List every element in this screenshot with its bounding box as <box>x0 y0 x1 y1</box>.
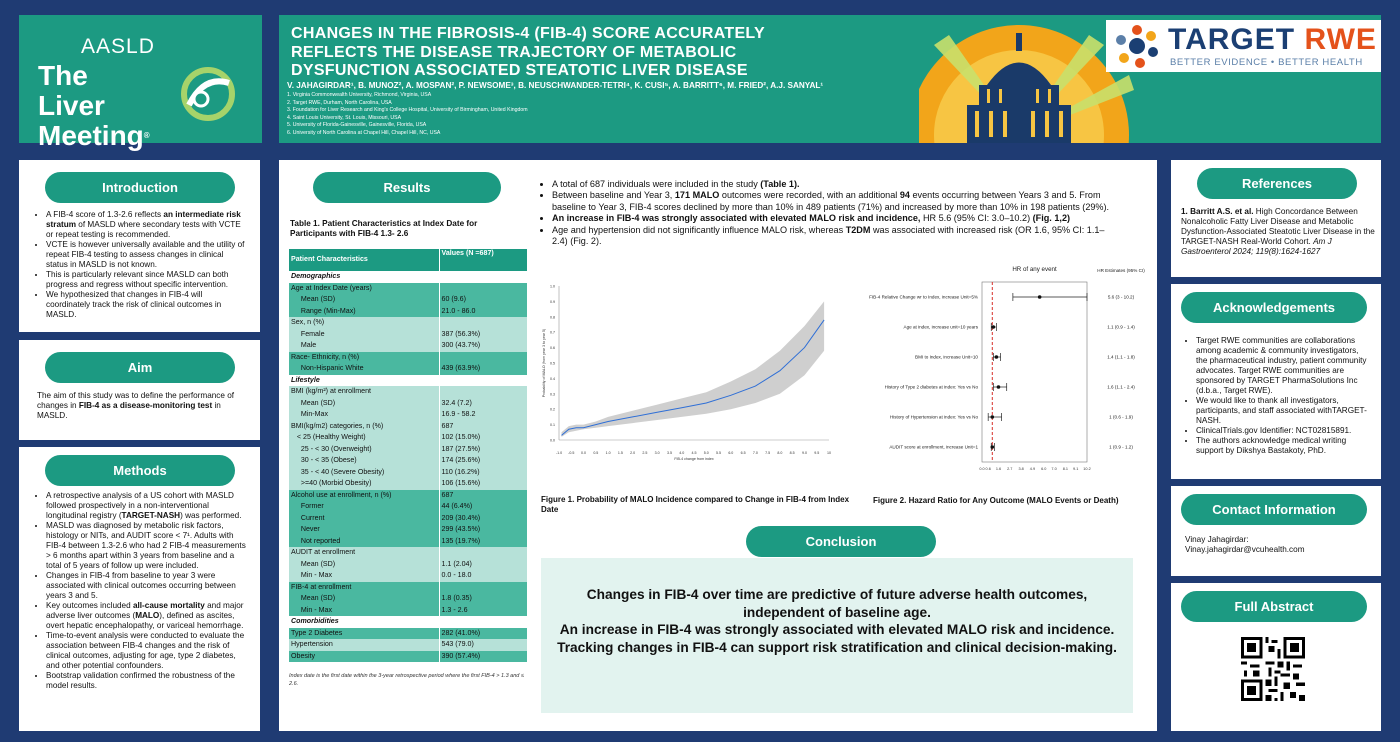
table-cell-label: Age at Index Date (years) <box>289 283 439 295</box>
table-row <box>289 352 527 364</box>
y-tick-label: 0.7 <box>550 330 555 335</box>
org-name: AASLD <box>81 35 155 58</box>
table-cell-value: 209 (30.4%) <box>439 513 527 525</box>
target-rwe-logo <box>1106 20 1381 72</box>
y-axis-label: Probability of MALO (from year 3 to year 5) <box>542 328 546 398</box>
poster-header <box>279 15 1381 143</box>
x-tick-label: 3.8 <box>1018 467 1024 471</box>
list-item: • VCTE is however universally available and the utility of repeat FIB-4 testing to assess changes in clinical status in MASLD is not known. <box>46 240 245 270</box>
y-tick-label: 0.4 <box>550 376 555 381</box>
list-item: • We would like to thank all investigators, participants, and staff associated withTARGET-NASH. <box>1196 396 1367 426</box>
table-row <box>289 363 527 375</box>
aim-text: The aim of this study was to define the performance of changes in FIB-4 as a disease-monitoring test in MASLD. <box>37 391 235 420</box>
table-cell-value: 16.9 - 58.2 <box>439 409 527 421</box>
table-cell-label: 35 - < 40 (Severe Obesity) <box>289 467 439 479</box>
y-tick-label: 0.6 <box>550 346 555 351</box>
table-row <box>289 639 527 651</box>
table-row <box>289 283 527 295</box>
table-row <box>289 501 527 513</box>
x-tick-label: 0.6 <box>985 467 991 471</box>
table-header-row <box>289 249 527 271</box>
list-item: • Changes in FIB-4 from baseline to year 3 were associated with clinical outcomes occurring between years 3 and 5. <box>46 571 247 601</box>
table-cell-value: 174 (25.6%) <box>439 455 527 467</box>
full-abstract-panel <box>1171 583 1381 731</box>
table-row <box>289 536 527 548</box>
table-cell-label: Male <box>289 340 439 352</box>
x-tick-label: 6.5 <box>740 451 746 455</box>
forest-row-label: History of Type 2 diabetes at index: Yes vs No <box>884 384 978 390</box>
introduction-panel <box>19 160 260 332</box>
list-item: • A total of 687 individuals were included in the study (Table 1). <box>552 179 1117 190</box>
y-tick-label: 0.5 <box>550 361 555 366</box>
x-tick-label: 9.5 <box>814 451 820 455</box>
table-cell-value <box>439 582 527 594</box>
table-cell-value: 543 (79.0) <box>439 639 527 651</box>
hr-estimate: 1.1 (0.9 - 1.4) <box>1107 324 1135 330</box>
table-row <box>289 386 527 398</box>
x-tick-label: 4.5 <box>691 451 697 455</box>
table-row <box>289 375 527 387</box>
table-cell-value <box>439 317 527 329</box>
table-cell-label: 25 - < 30 (Overweight) <box>289 444 439 456</box>
x-tick-label: 0.0 <box>979 467 985 471</box>
table-cell-value: 387 (56.3%) <box>439 329 527 341</box>
contact-panel <box>1171 486 1381 576</box>
table-cell-value: 110 (16.2%) <box>439 467 527 479</box>
x-tick-label: 9.0 <box>801 451 807 455</box>
column-header: Values (N =687) <box>439 249 527 271</box>
table-cell-value: 687 <box>439 490 527 502</box>
conclusion-line: An increase in FIB-4 was strongly associated with elevated MALO risk and incidence. <box>559 622 1115 637</box>
x-tick-label: -1.0 <box>555 451 563 455</box>
table-cell-label: Race- Ethnicity, n (%) <box>289 352 439 364</box>
x-tick-label: 0.0 <box>581 451 587 455</box>
x-tick-label: 5.5 <box>716 451 722 455</box>
forest-title: HR of any event <box>1012 266 1057 273</box>
x-tick-label: 2.0 <box>630 451 636 455</box>
table-row <box>289 547 527 559</box>
list-item: • A retrospective analysis of a US cohort with MASLD followed prospectively in a non-interventional longitudinal registry (TARGET-NASH) was performed. <box>46 491 247 521</box>
table-cell-label: Range (Min-Max) <box>289 306 439 318</box>
table-row <box>289 306 527 318</box>
table-cell-value: 390 (57.4%) <box>439 651 527 663</box>
table-cell-label: Mean (SD) <box>289 559 439 571</box>
figure-2-forest-plot <box>837 262 1155 476</box>
brand-name: TARGET RWE <box>1168 23 1377 56</box>
list-item: • A FIB-4 score of 1.3-2.6 reflects an intermediate risk stratum of MASLD where secondary tests with VCTE or repeat testing is recommended. <box>46 210 245 240</box>
x-tick-label: 4.9 <box>1029 467 1036 471</box>
table-cell-value: 1.8 (0.35) <box>439 593 527 605</box>
conclusion-box <box>541 558 1133 713</box>
hr-point <box>1038 295 1042 299</box>
y-tick-label: 0.3 <box>550 392 555 397</box>
hr-estimate: 5.6 (3 - 10.2) <box>1107 294 1135 300</box>
hr-estimate: 1 (0.9 - 1.2) <box>1109 444 1133 450</box>
table-cell-value <box>439 375 527 387</box>
table-cell-label: Lifestyle <box>289 375 439 387</box>
table-row <box>289 467 527 479</box>
table-row <box>289 432 527 444</box>
table-row <box>289 524 527 536</box>
contact-name: Vinay Jahagirdar: <box>1185 535 1249 544</box>
figure-1-probability-chart <box>537 276 839 466</box>
table-cell-value: 44 (6.4%) <box>439 501 527 513</box>
table-cell-label: AUDIT at enrollment <box>289 547 439 559</box>
list-item: • Between baseline and Year 3, 171 MALO outcomes were recorded, with an additional 94 events occurring between Years 3 and 5. From baseline to Year 3, FIB-4 scores declined by more than 10% in 489 patients (71%) and increased by more than 10% in 198 patients (29%). <box>552 190 1117 213</box>
table-cell-label: Non-Hispanic White <box>289 363 439 375</box>
table-cell-value: 687 <box>439 421 527 433</box>
x-tick-label: 1.6 <box>995 467 1002 471</box>
reference-entry: 1. Barritt A.S. et al. High Concordance Between Nonalcoholic Fatty Liver Disease and Metabolic Dysfunction-Associated Steatotic Liver Disease in the TARGET-NASH Real-World Cohort. Am J Gastroenterol 2024; 119(8):1624-1627 <box>1181 207 1375 256</box>
table-cell-value <box>439 352 527 364</box>
author-list: V. JAHAGIRDAR¹, B. MUNOZ², A. MOSPAN², P. NEWSOME³, B. NEUSCHWANDER-TETRI⁴, K. CUSI⁵, A. BARRITT⁶, M. FRIED², A.J. SANYAL¹ <box>287 81 824 90</box>
list-item: • An increase in FIB-4 was strongly associated with elevated MALO risk and incidence, HR 5.6 (95% CI: 3.0–10.2) (Fig. 1,2) <box>552 213 1117 224</box>
table-cell-value: 439 (63.9%) <box>439 363 527 375</box>
table-cell-label: Min - Max <box>289 605 439 617</box>
methods-list <box>35 491 247 691</box>
qr-code-icon[interactable] <box>1241 637 1305 701</box>
y-tick-label: 0.1 <box>550 423 555 428</box>
table-cell-label: Min-Max <box>289 409 439 421</box>
table-row <box>289 294 527 306</box>
table-row <box>289 582 527 594</box>
affiliations: 1. Virginia Commonwealth University, Richmond, Virginia, USA 2. Target RWE, Durham, North Carolina, USA 3. Foundation for Liver Research and King's College Hospital, University of Birmingham, United Kingdom 4. Saint Louis University, St. Louis, Missouri, USA 5. University of Florida-Gainesville, Gainesville, Florida, USA 6. University of North Carolina at Chapel Hill, Chapel Hill, NC, USA <box>287 92 528 136</box>
x-tick-label: 7.0 <box>1051 467 1057 471</box>
figure-2-caption: Figure 2. Hazard Ratio for Any Outcome (MALO Events or Death) <box>873 496 1119 505</box>
table-cell-label: BMI (kg/m²) at enrollment <box>289 386 439 398</box>
y-tick-label: 0.8 <box>550 315 555 320</box>
table-cell-value <box>439 547 527 559</box>
table-cell-label: Female <box>289 329 439 341</box>
table-row <box>289 421 527 433</box>
table-cell-label: Current <box>289 513 439 525</box>
x-tick-label: 2.5 <box>642 451 648 455</box>
acknowledgements-list <box>1185 336 1367 456</box>
confidence-band <box>562 301 825 437</box>
forest-row-label: History of Hypertension at index: Yes vs No <box>889 414 978 420</box>
hr-point <box>997 385 1001 389</box>
x-tick-label: 10 <box>827 451 831 455</box>
column-header: Patient Characteristics <box>289 249 439 271</box>
x-tick-label: 7.5 <box>765 451 771 455</box>
table-cell-label: Demographics <box>289 271 439 283</box>
figure-1-caption: Figure 1. Probability of MALO Incidence compared to Change in FIB-4 from Index Date <box>541 495 850 514</box>
x-tick-label: 6.0 <box>1041 467 1047 471</box>
y-tick-label: 0.2 <box>550 407 555 412</box>
x-tick-label: 7.0 <box>752 451 758 455</box>
table-cell-label: >=40 (Morbid Obesity) <box>289 478 439 490</box>
forest-row-label: AUDIT score at enrollment, increase Unit=1 <box>889 444 978 450</box>
table-cell-value <box>439 386 527 398</box>
target-rwe-dots-icon <box>1110 22 1164 70</box>
x-tick-label: 6.0 <box>728 451 734 455</box>
x-tick-label: 8.0 <box>777 451 783 455</box>
table-cell-value: 0.0 - 18.0 <box>439 570 527 582</box>
x-tick-label: 9.1 <box>1073 467 1079 471</box>
table-cell-label: Mean (SD) <box>289 593 439 605</box>
table-cell-value: 21.0 - 86.0 <box>439 306 527 318</box>
table-row <box>289 329 527 341</box>
table-cell-label: Hypertension <box>289 639 439 651</box>
list-item: • We hypothesized that changes in FIB-4 will coordinately track the risk of clinical outcomes in MASLD. <box>46 290 245 320</box>
table-row <box>289 398 527 410</box>
table-cell-value <box>439 271 527 283</box>
conclusion-line: Tracking changes in FIB-4 can support risk stratification and clinical decision-making. <box>557 639 1117 655</box>
table-cell-value <box>439 283 527 295</box>
list-item: • Bootstrap validation confirmed the robustness of the model results. <box>46 671 247 691</box>
table-row <box>289 513 527 525</box>
plot-frame <box>982 282 1087 462</box>
table-cell-value: 32.4 (7.2) <box>439 398 527 410</box>
forest-row-label: FIB-4 Relative Change wr to Index, increase Unit=5% <box>869 294 978 300</box>
table-row <box>289 455 527 467</box>
hr-point <box>995 355 999 359</box>
x-tick-label: 8.1 <box>1062 467 1069 471</box>
x-tick-label: 1.0 <box>605 451 611 455</box>
table-cell-value: 106 (15.6%) <box>439 478 527 490</box>
table-row <box>289 628 527 640</box>
table-cell-label: Mean (SD) <box>289 294 439 306</box>
table-cell-label: Comorbidities <box>289 616 439 628</box>
full-abstract-heading: Full Abstract <box>1181 591 1367 622</box>
table-cell-label: FIB-4 at enrollment <box>289 582 439 594</box>
table-row <box>289 616 527 628</box>
introduction-heading: Introduction <box>45 172 235 203</box>
x-tick-label: 1.5 <box>617 451 623 455</box>
table-cell-value: 300 (43.7%) <box>439 340 527 352</box>
x-tick-label: 10.2 <box>1083 467 1091 471</box>
table-cell-value: 60 (9.6) <box>439 294 527 306</box>
acknowledgements-panel <box>1171 284 1381 479</box>
hr-estimate: 1 (0.6 - 1.9) <box>1109 414 1133 420</box>
table-row <box>289 605 527 617</box>
liver-meeting-logo-icon <box>179 65 237 123</box>
table-row <box>289 317 527 329</box>
table-cell-value <box>439 616 527 628</box>
table-row <box>289 271 527 283</box>
table-cell-value: 1.1 (2.04) <box>439 559 527 571</box>
table-cell-label: Not reported <box>289 536 439 548</box>
y-tick-label: 0.0 <box>550 438 555 443</box>
x-tick-label: 0.5 <box>593 451 599 455</box>
y-tick-label: 1.0 <box>550 284 555 289</box>
list-item: • This is particularly relevant since MASLD can both progress and regress without specific intervention. <box>46 270 245 290</box>
x-axis-label: FIB-4 change from index <box>674 457 714 461</box>
table-row <box>289 559 527 571</box>
table-cell-label: Obesity <box>289 651 439 663</box>
list-item: • The authors acknowledge medical writing support by Dikshya Bastakoty, PhD. <box>1196 436 1367 456</box>
hr-point <box>990 445 994 449</box>
x-tick-label: -0.5 <box>568 451 575 455</box>
table-row <box>289 593 527 605</box>
table-cell-label: Type 2 Diabetes <box>289 628 439 640</box>
conclusion-line: Changes in FIB-4 over time are predictive of future adverse health outcomes, independent of baseline age. <box>586 587 1088 620</box>
estimates-header: HR Estimates (95% CI) <box>1097 268 1145 273</box>
table-cell-label: Former <box>289 501 439 513</box>
table-cell-label: Never <box>289 524 439 536</box>
results-heading: Results <box>313 172 501 203</box>
references-panel <box>1171 160 1381 277</box>
table-cell-value: 1.3 - 2.6 <box>439 605 527 617</box>
methods-heading: Methods <box>45 455 235 486</box>
hr-point <box>990 415 994 419</box>
x-tick-label: 5.0 <box>703 451 709 455</box>
table-row <box>289 570 527 582</box>
contact-text <box>1185 535 1375 555</box>
table-cell-label: 30 - < 35 (Obese) <box>289 455 439 467</box>
hr-estimate: 1.6 (1.1 - 2.4) <box>1107 384 1135 390</box>
meeting-name: The Liver Meeting® <box>38 60 150 151</box>
methods-panel <box>19 447 260 731</box>
contact-heading: Contact Information <box>1181 494 1367 525</box>
meeting-banner <box>19 15 262 151</box>
hr-estimate: 1.4 (1.1 - 1.8) <box>1107 354 1135 360</box>
forest-row-label: BMI to Index, increase Unit=10 <box>915 354 978 360</box>
table-row <box>289 409 527 421</box>
list-item: • Time-to-event analysis were conducted to evaluate the association between FIB-4 changes and the risk of clinical outcomes, adjusting for age, type 2 diabetes, and other potential confounders. <box>46 631 247 671</box>
table-cell-label: Sex, n (%) <box>289 317 439 329</box>
table-cell-label: < 25 (Healthy Weight) <box>289 432 439 444</box>
conclusion-heading: Conclusion <box>746 526 936 557</box>
results-list <box>541 179 1117 247</box>
x-tick-label: 3.0 <box>654 451 660 455</box>
x-tick-label: 3.5 <box>666 451 672 455</box>
table-cell-value: 135 (19.7%) <box>439 536 527 548</box>
table-row <box>289 340 527 352</box>
table-cell-value: 282 (41.0%) <box>439 628 527 640</box>
list-item: • Target RWE communities are collaborations among academic & community investigators, the pharmaceutical industry, patient community advocates. Target RWE communities are sponsored by TARGET PharmaSolutions Inc (d.b.a., Target RWE). <box>1196 336 1367 396</box>
list-item: • MASLD was diagnosed by metabolic risk factors, histology or NITs, and AUDIT score < 7¹. Adults with FIB-4 between 1.3-2.6 who had 2 FIB-4 measurements > 6 months apart within 3 years from baseline and a total of 5 years of follow up were included. <box>46 521 247 571</box>
poster-title: CHANGES IN THE FIBROSIS-4 (FIB-4) SCORE ACCURATELY REFLECTS THE DISEASE TRAJECTORY OF METABOLIC DYSFUNCTION ASSOCIATED STEATOTIC LIVER DISEASE <box>291 25 765 79</box>
table-row <box>289 478 527 490</box>
table-row <box>289 651 527 663</box>
table-cell-value: 102 (15.0%) <box>439 432 527 444</box>
table-title: Table 1. Patient Characteristics at Index Date for Participants with FIB-4 1.3- 2.6 <box>290 219 478 238</box>
table-cell-value: 299 (43.5%) <box>439 524 527 536</box>
aim-panel <box>19 340 260 440</box>
list-item: • Age and hypertension did not significantly influence MALO risk, whereas T2DM was associated with increased risk (OR 1.6, 95% CI: 1.1–2.4) (Fig. 2). <box>552 225 1117 248</box>
table-cell-label: Min - Max <box>289 570 439 582</box>
acknowledgements-heading: Acknowledgements <box>1181 292 1367 323</box>
y-tick-label: 0.9 <box>550 299 555 304</box>
table-row <box>289 490 527 502</box>
brand-tagline: BETTER EVIDENCE • BETTER HEALTH <box>1170 57 1363 68</box>
list-item: • ClinicalTrials.gov Identifier: NCT02815891. <box>1196 426 1367 436</box>
table-footnote: Index date is the first date within the 3-year retrospective period where the first FIB-4 > 1.3 and ≤ 2.6. <box>289 673 524 687</box>
list-item: • Key outcomes included all-cause mortality and major adverse liver outcomes (MALO), defined as ascites, overt hepatic encephalopathy, or variceal hemorrhage. <box>46 601 247 631</box>
hr-point <box>992 325 996 329</box>
x-tick-label: 2.7 <box>1007 467 1013 471</box>
table-cell-label: Mean (SD) <box>289 398 439 410</box>
table-cell-value: 187 (27.5%) <box>439 444 527 456</box>
references-heading: References <box>1197 168 1357 199</box>
aim-heading: Aim <box>45 352 235 383</box>
table-cell-label: BMI(kg/m2) categories, n (%) <box>289 421 439 433</box>
forest-row-label: Age at index, increase unit=10 years <box>903 324 978 330</box>
patient-characteristics-table <box>289 249 527 662</box>
x-tick-label: 8.5 <box>789 451 795 455</box>
table-row <box>289 444 527 456</box>
contact-email[interactable]: Vinay.jahagirdar@vcuhealth.com <box>1185 545 1305 554</box>
introduction-list <box>35 210 245 320</box>
table-cell-label: Alcohol use at enrollment, n (%) <box>289 490 439 502</box>
x-tick-label: 4.0 <box>679 451 685 455</box>
